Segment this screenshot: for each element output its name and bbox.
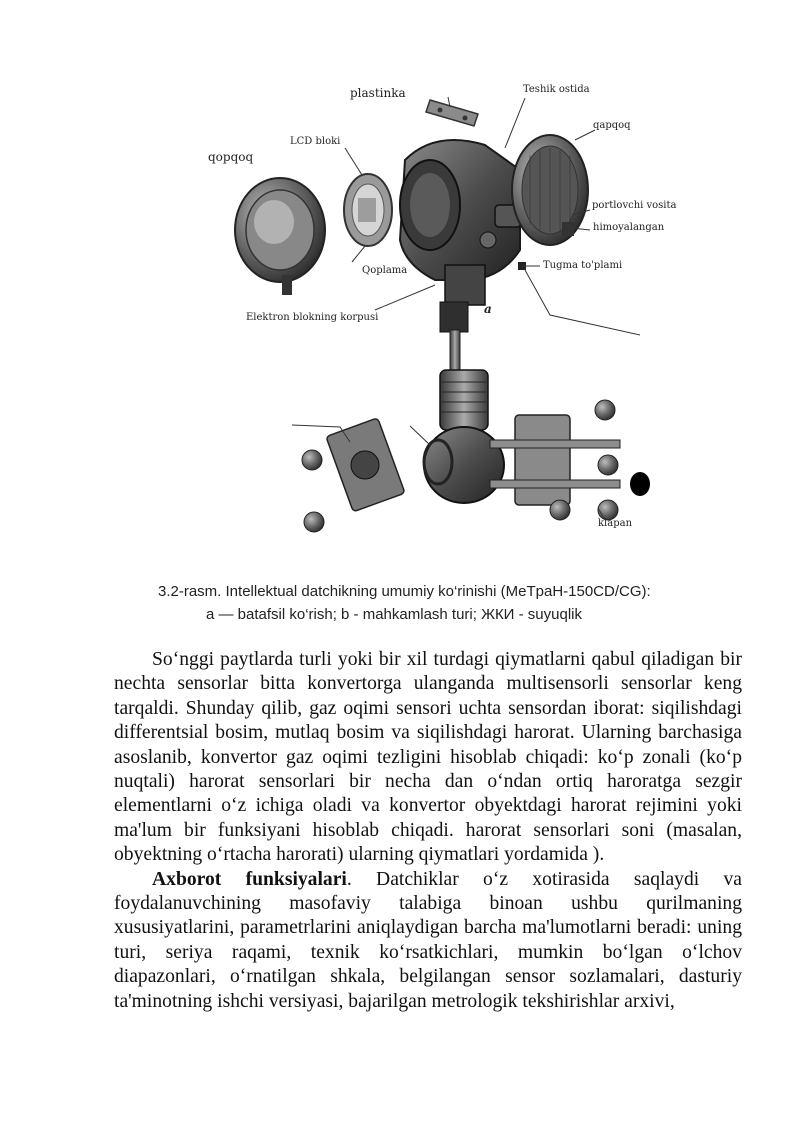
paragraph-information-functions (114, 868, 742, 1014)
label-qapqoq-right: qapqoq (593, 120, 631, 131)
label-a: a (484, 302, 492, 316)
plate (426, 100, 478, 126)
label-lcd-bloki: LCD bloki (290, 136, 341, 147)
paragraph-heading: Axborot funksiyalari (152, 868, 347, 890)
label-qoplama: Qoplama (362, 265, 408, 276)
label-klapan: klapan (598, 518, 633, 529)
heading-punct: . (346, 868, 352, 890)
figure-caption-line1: 3.2-rasm. Intellektual datchikning umumiy ko‘rinishi (MeTpaH-150CD/CG): (158, 583, 651, 600)
left-flange (302, 418, 405, 532)
paragraph-multisensor: So‘nggi paytlarda turli yoki bir xil turdagi qiymatlarni qabul qiladigan bir nechta sensorlar bitta konvertorga ulanganda multisensorli sensorlar keng tarqaldi. Shunday qilib, gaz oqimi sensori uchta sensordan iborat: siqilishdagi differentsial bosim, mutlaq bosim va siqilishdagi harorat. Ularning barchasiga asoslanib, konvertor gaz oqimi tezligini hisoblab chiqadi: ko‘p zonali (ko‘p nuqtali) harorat sensorlari bir necha dan o‘ndan ortiq haroratga sezgir elementlarni o‘z ichiga oladi va konvertor obyektdagi harorat rejimini yoki ma'lum bir funksiyani hisoblab chiqadi. harorat sensorlari soni (masalan, obyektning o‘rtacha harorati) ularning qiymatlari yordamida ). (114, 649, 742, 866)
figure-caption-line2: a — batafsil ko‘rish; b - mahkamlash turi; ЖКИ - suyuqlik (206, 606, 582, 623)
sensor-neck (440, 302, 468, 378)
main-housing (400, 140, 521, 305)
label-elektron-korpus: Elektron blokning korpusi (246, 312, 379, 323)
label-himoyalangan: himoyalangan (593, 222, 665, 233)
paragraph-text: Datchiklar o‘z xotirasida saqlaydi va foydalanuvchining masofaviy talabiga binoan ushbu qurilmaning xususiyatlarini, parametrlarini aniqlaydigan barcha ma'lumotlarni beradi: uning turi, seriya raqami, texnik ko‘rsatkichlari, mumkin bo‘lgan o‘lchov diapazonlari, o‘rnatilgan shkala, belgilangan sensor sozlamalari, dasturiy ta'minotning ishchi versiyasi, bajarilgan metrologik tekshirishlar arxivi, (114, 868, 742, 1012)
label-teshik-ostida: Teshik ostida (523, 84, 590, 95)
right-flange (490, 400, 650, 520)
label-plastinka: plastinka (350, 86, 406, 100)
label-qopqoq-left: qopqoq (208, 150, 254, 164)
sensor-exploded-figure (200, 70, 677, 560)
label-tugma-toplami: Tugma to'plami (543, 260, 623, 271)
body-text (114, 648, 742, 1014)
portlovchi-part (562, 222, 574, 236)
label-portlovchi-vosita: portlovchi vosita (592, 200, 677, 211)
lcd-block (344, 174, 392, 246)
left-cover (235, 178, 325, 295)
